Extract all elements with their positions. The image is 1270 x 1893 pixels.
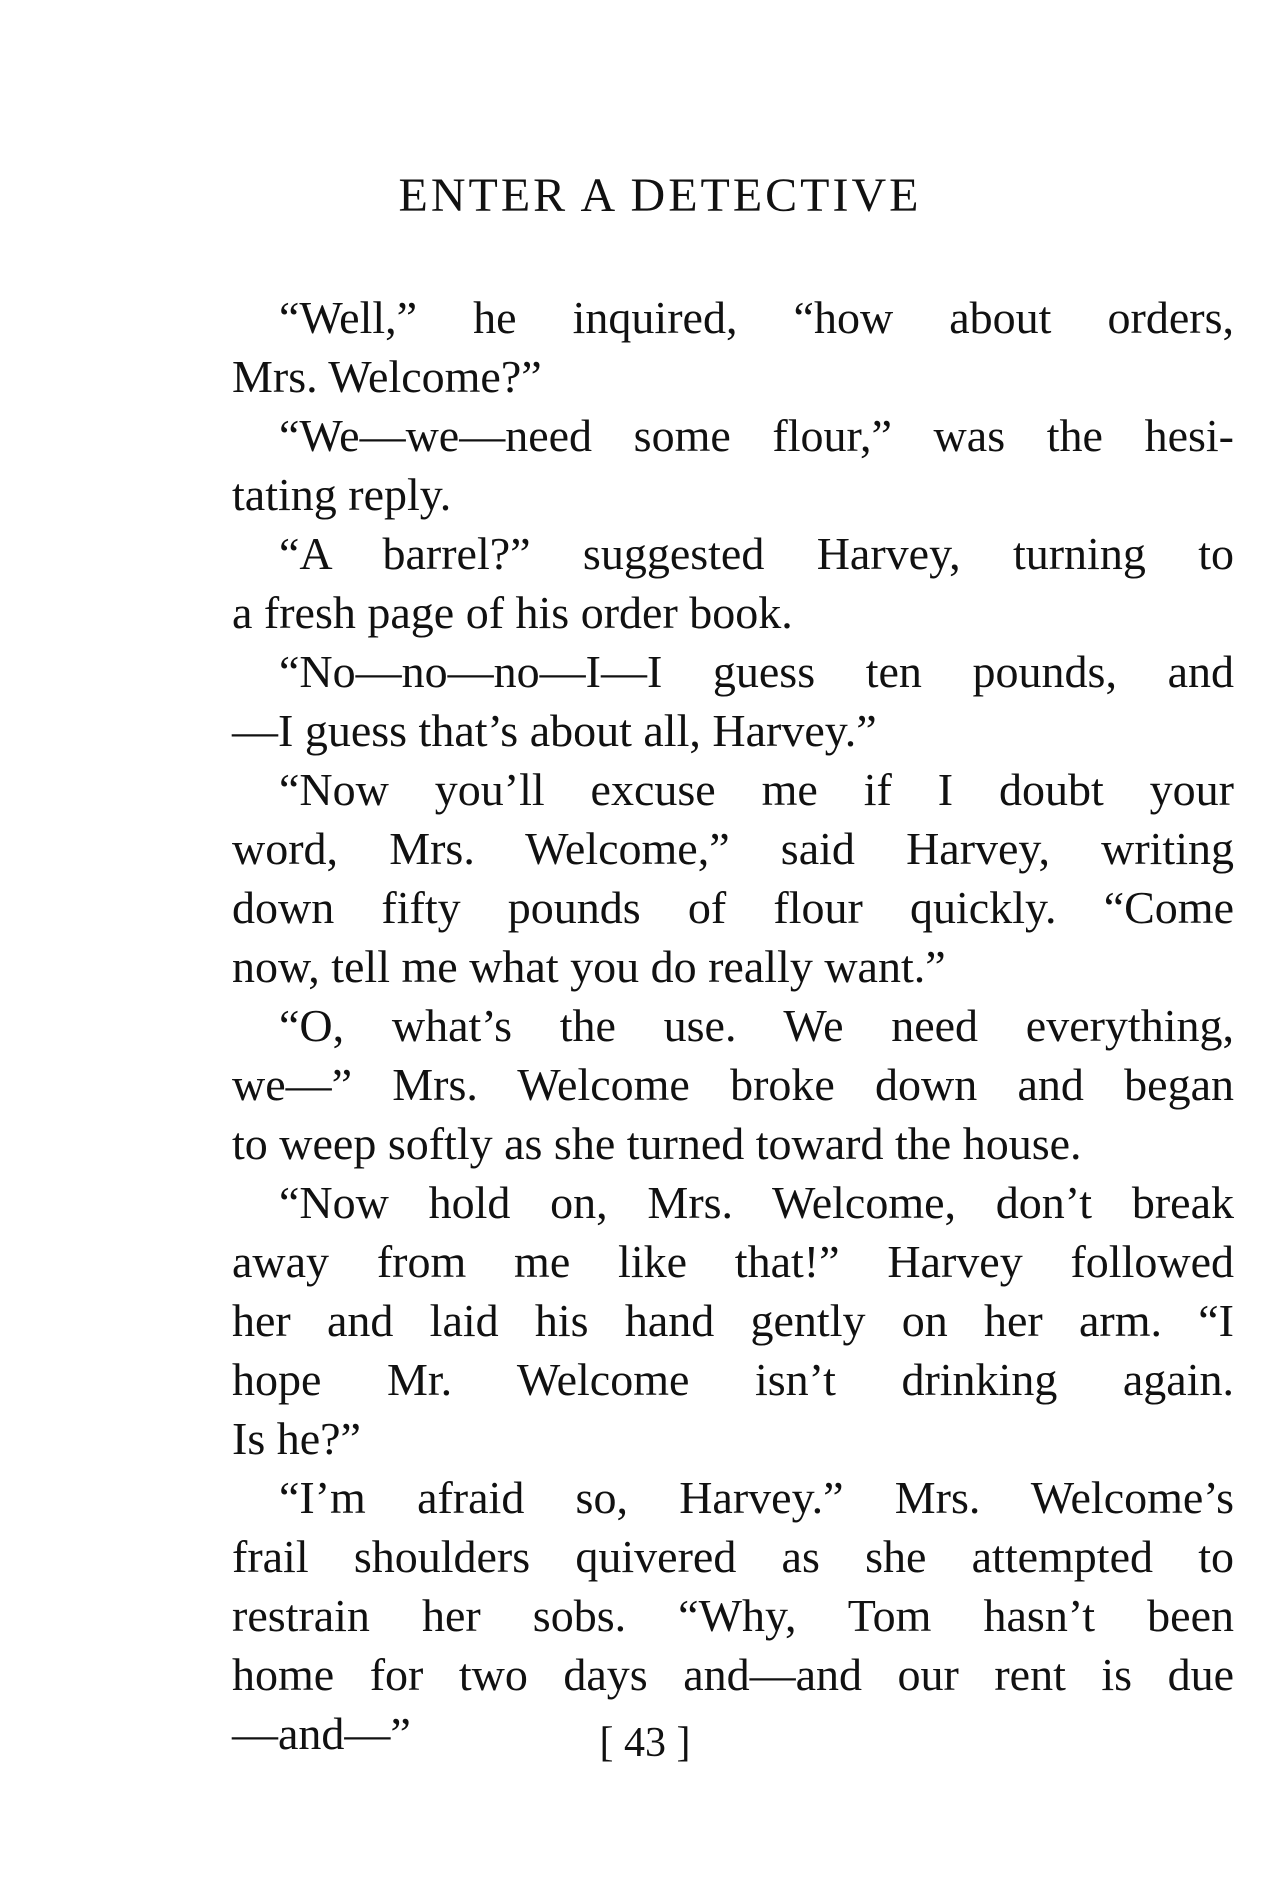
- text-line: hope Mr. Welcome isn’t drinking again.: [232, 1354, 1234, 1405]
- text-line: Mrs. Welcome?”: [232, 351, 542, 402]
- text-line: now, tell me what you do really want.”: [232, 941, 946, 992]
- text-line: “Now hold on, Mrs. Welcome, don’t break: [279, 1177, 1234, 1228]
- text-line: “O, what’s the use. We need everything,: [279, 1000, 1234, 1051]
- text-line: restrain her sobs. “Why, Tom hasn’t been: [232, 1590, 1234, 1641]
- text-line: “A barrel?” suggested Harvey, turning to: [279, 528, 1234, 579]
- text-line: away from me like that!” Harvey followed: [232, 1236, 1234, 1287]
- body-text: [232, 288, 1234, 1763]
- text-line: to weep softly as she turned toward the house.: [232, 1118, 1082, 1169]
- text-line: “Now you’ll excuse me if I doubt your: [279, 764, 1234, 815]
- text-line: “Well,” he inquired, “how about orders,: [279, 292, 1234, 343]
- text-line: down fifty pounds of flour quickly. “Come: [232, 882, 1234, 933]
- text-line: “No—no—no—I—I guess ten pounds, and: [279, 646, 1234, 697]
- text-line: “We—we—need some flour,” was the hesi-: [279, 410, 1234, 461]
- text-line: Is he?”: [232, 1413, 361, 1464]
- running-head: ENTER A DETECTIVE: [398, 169, 922, 222]
- text-line: tating reply.: [232, 469, 452, 520]
- text-line: a fresh page of his order book.: [232, 587, 793, 638]
- text-line: “I’m afraid so, Harvey.” Mrs. Welcome’s: [279, 1472, 1234, 1523]
- text-line: her and laid his hand gently on her arm. “I: [232, 1295, 1234, 1346]
- text-line: frail shoulders quivered as she attempted to: [232, 1531, 1234, 1582]
- text-line: we—” Mrs. Welcome broke down and began: [232, 1059, 1234, 1110]
- text-line: —and—”: [232, 1708, 411, 1759]
- text-line: word, Mrs. Welcome,” said Harvey, writing: [232, 823, 1234, 874]
- text-line: —I guess that’s about all, Harvey.”: [232, 705, 877, 756]
- text-line: home for two days and—and our rent is due: [232, 1649, 1234, 1700]
- page-number: [ 43 ]: [599, 1720, 691, 1766]
